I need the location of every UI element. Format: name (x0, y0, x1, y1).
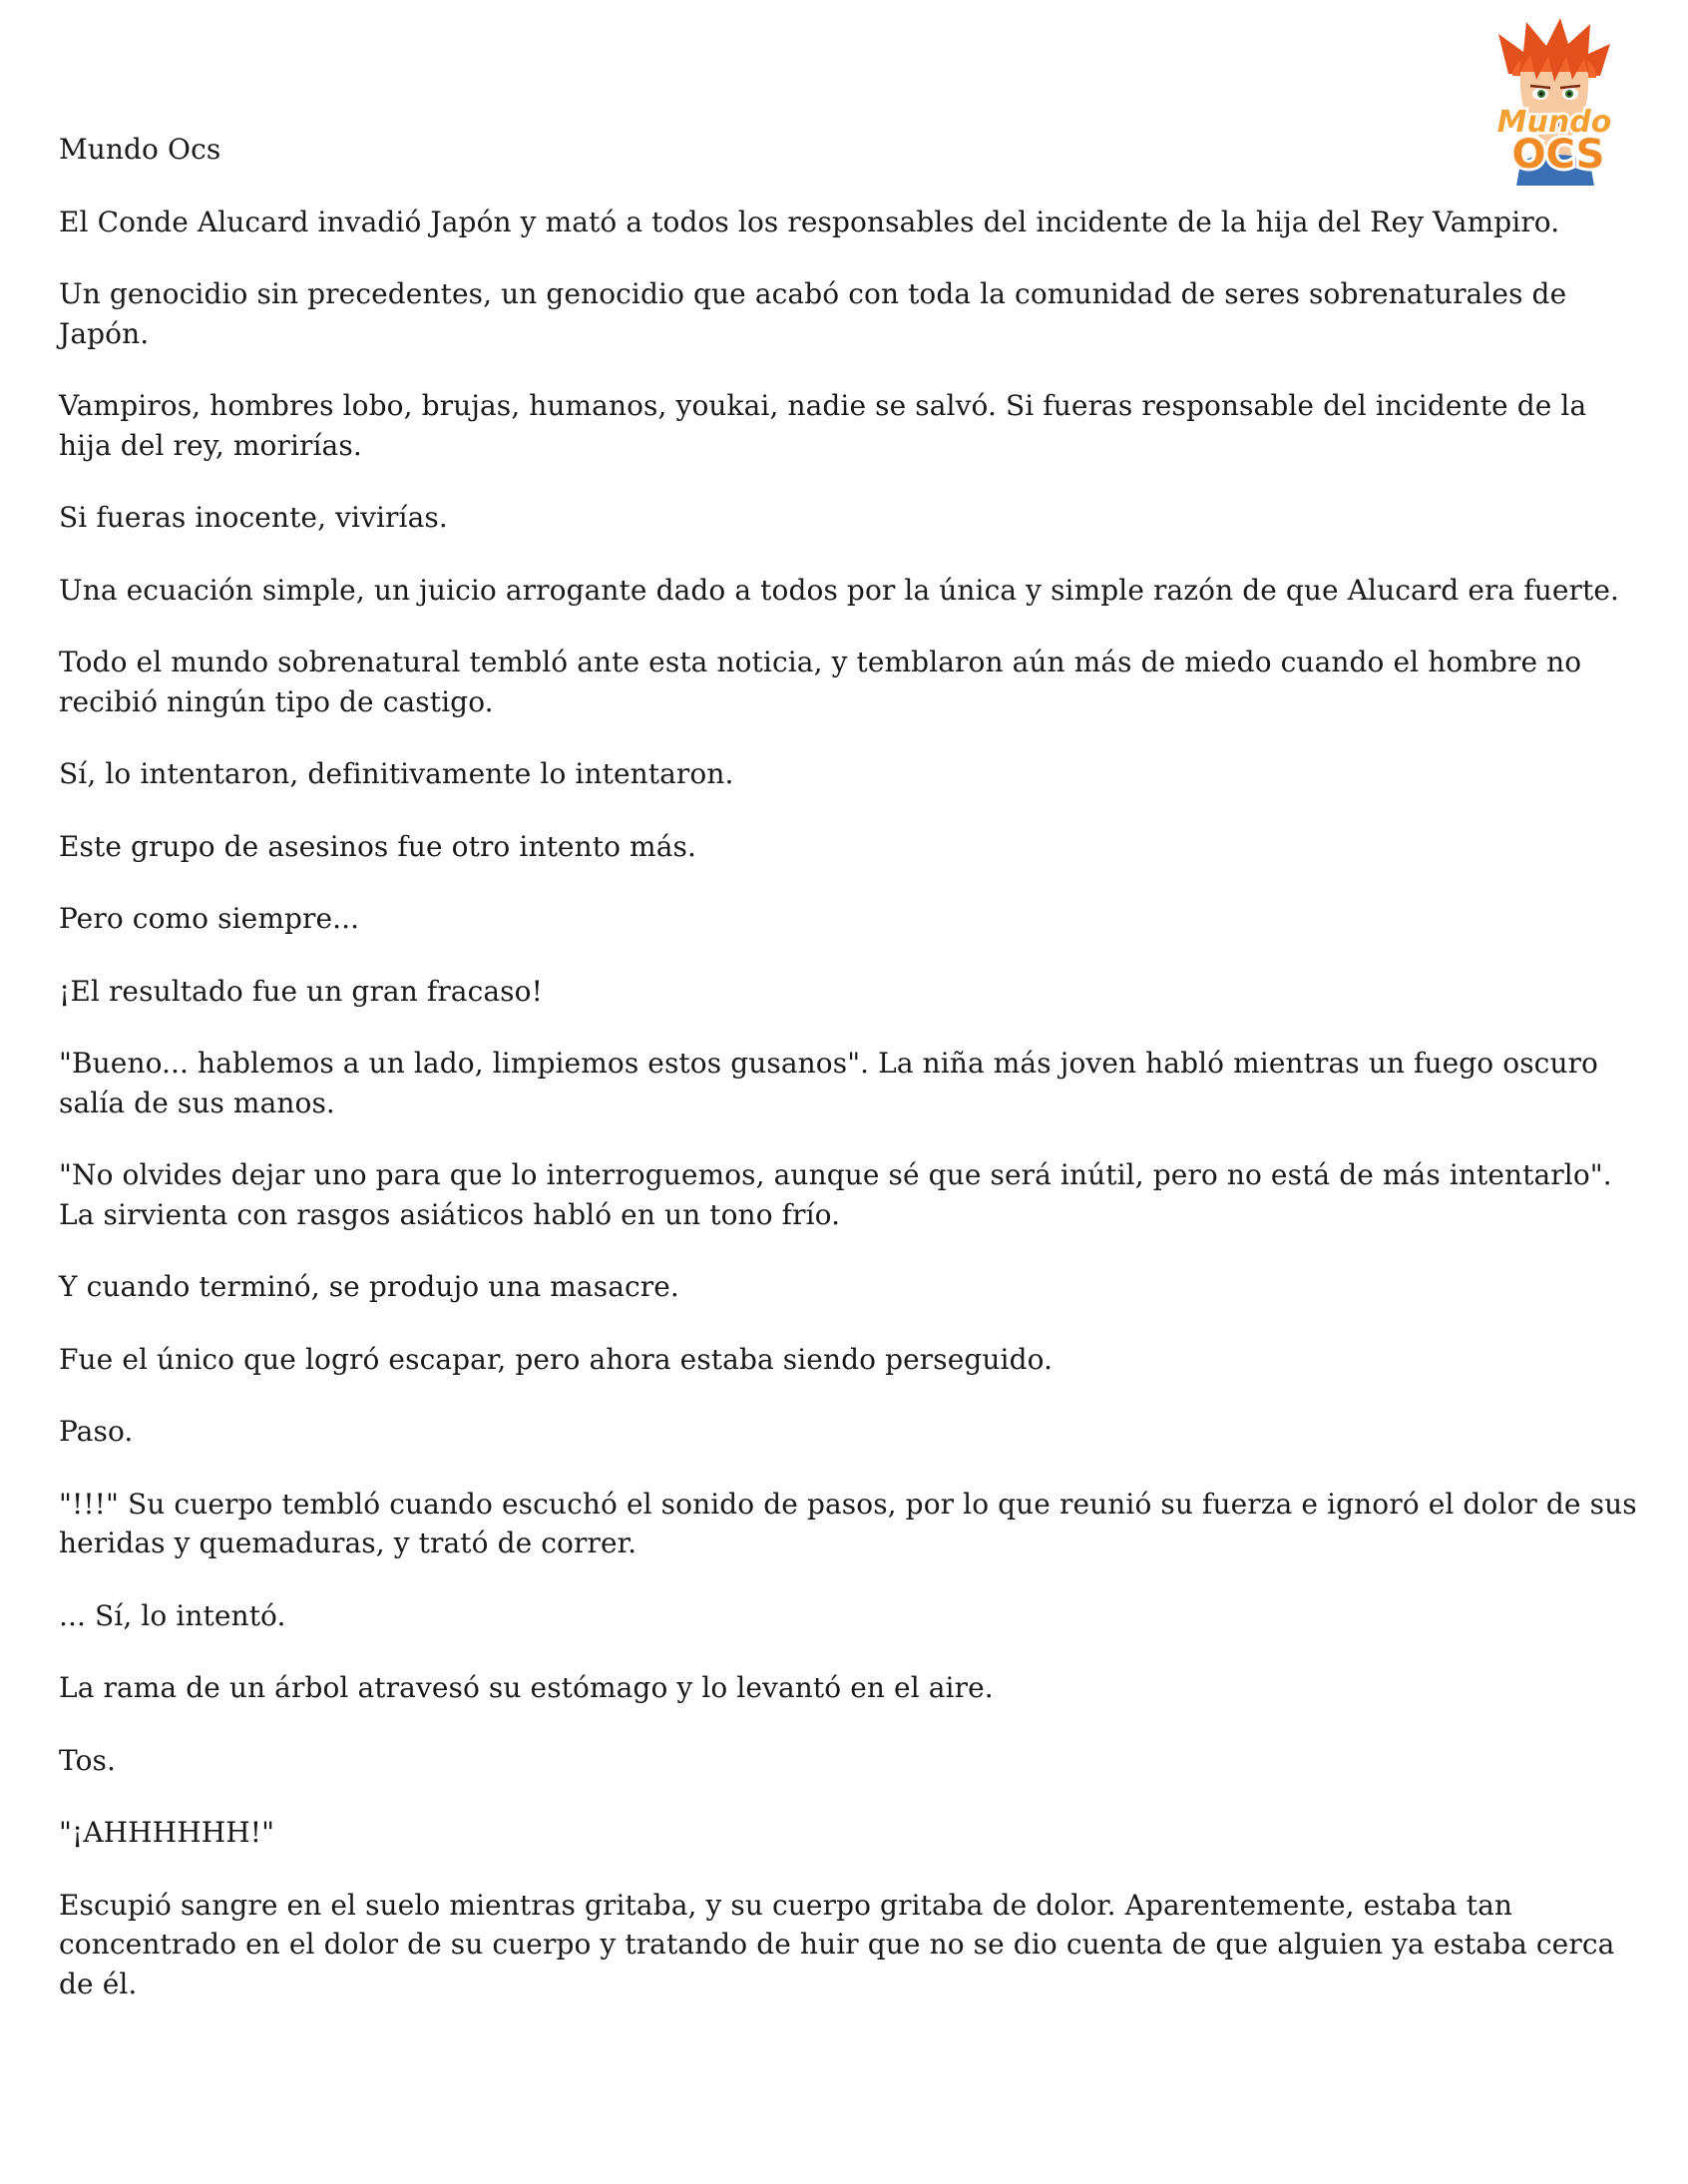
paragraph: Y cuando terminó, se produjo una masacre. (59, 1270, 679, 1303)
paragraph: "No olvides dejar uno para que lo interroguemos, aunque sé que será inútil, pero no está de más intentarlo". La sirvienta con rasgos asiáticos habló en un tono frío. (59, 1158, 1612, 1231)
paragraph: La rama de un árbol atravesó su estómago y lo levantó en el aire. (59, 1671, 994, 1704)
paragraph: "¡AHHHHHH!" (59, 1816, 275, 1849)
paragraph: ... Sí, lo intentó. (59, 1598, 286, 1632)
logo-text-line1: Mundo (1496, 105, 1612, 140)
paragraph: Paso. (59, 1415, 134, 1448)
logo-text-line2: OCS (1511, 132, 1605, 178)
document-body (59, 130, 1645, 2036)
paragraph: Fue el único que logró escapar, pero ahora estaba siendo perseguido. (59, 1342, 1054, 1376)
paragraph: El Conde Alucard invadió Japón y mató a todos los responsables del incidente de la hija del Rey Vampiro. (59, 205, 1560, 238)
paragraph: Este grupo de asesinos fue otro intento más. (59, 829, 696, 863)
paragraph: ¡El resultado fue un gran fracaso! (59, 974, 543, 1008)
paragraph: "!!!" Su cuerpo tembló cuando escuchó el sonido de pasos, por lo que reunió su fuerza e ignoró el dolor de sus heridas y quemaduras, y trató de correr. (59, 1487, 1637, 1559)
paragraph: Si fueras inocente, vivirías. (59, 501, 448, 534)
paragraph: Escupió sangre en el suelo mientras gritaba, y su cuerpo gritaba de dolor. Aparentemente, estaba tan concentrado en el dolor de su cuerpo y tratando de huir que no se dio cuenta de que alguien ya estaba cerca de él. (59, 1888, 1615, 2000)
paragraph: Pero como siempre... (59, 902, 360, 935)
paragraph: Vampiros, hombres lobo, brujas, humanos, youkai, nadie se salvó. Si fueras responsable del incidente de la hija del rey, morirías. (59, 389, 1587, 462)
paragraph: Todo el mundo sobrenatural tembló ante esta noticia, y temblaron aún más de miedo cuando el hombre no recibió ningún tipo de castigo. (59, 646, 1582, 718)
doc-title: Mundo Ocs (59, 133, 221, 166)
paragraph: Sí, lo intentaron, definitivamente lo intentaron. (59, 757, 734, 790)
paragraph: Tos. (59, 1743, 117, 1777)
paragraph: Un genocidio sin precedentes, un genocidio que acabó con toda la comunidad de seres sobrenaturales de Japón. (59, 277, 1567, 350)
paragraph: "Bueno... hablemos a un lado, limpiemos estos gusanos". La niña más joven habló mientras un fuego oscuro salía de sus manos. (59, 1047, 1599, 1119)
paragraph: Una ecuación simple, un juicio arrogante dado a todos por la única y simple razón de que Alucard era fuerte. (59, 573, 1620, 607)
